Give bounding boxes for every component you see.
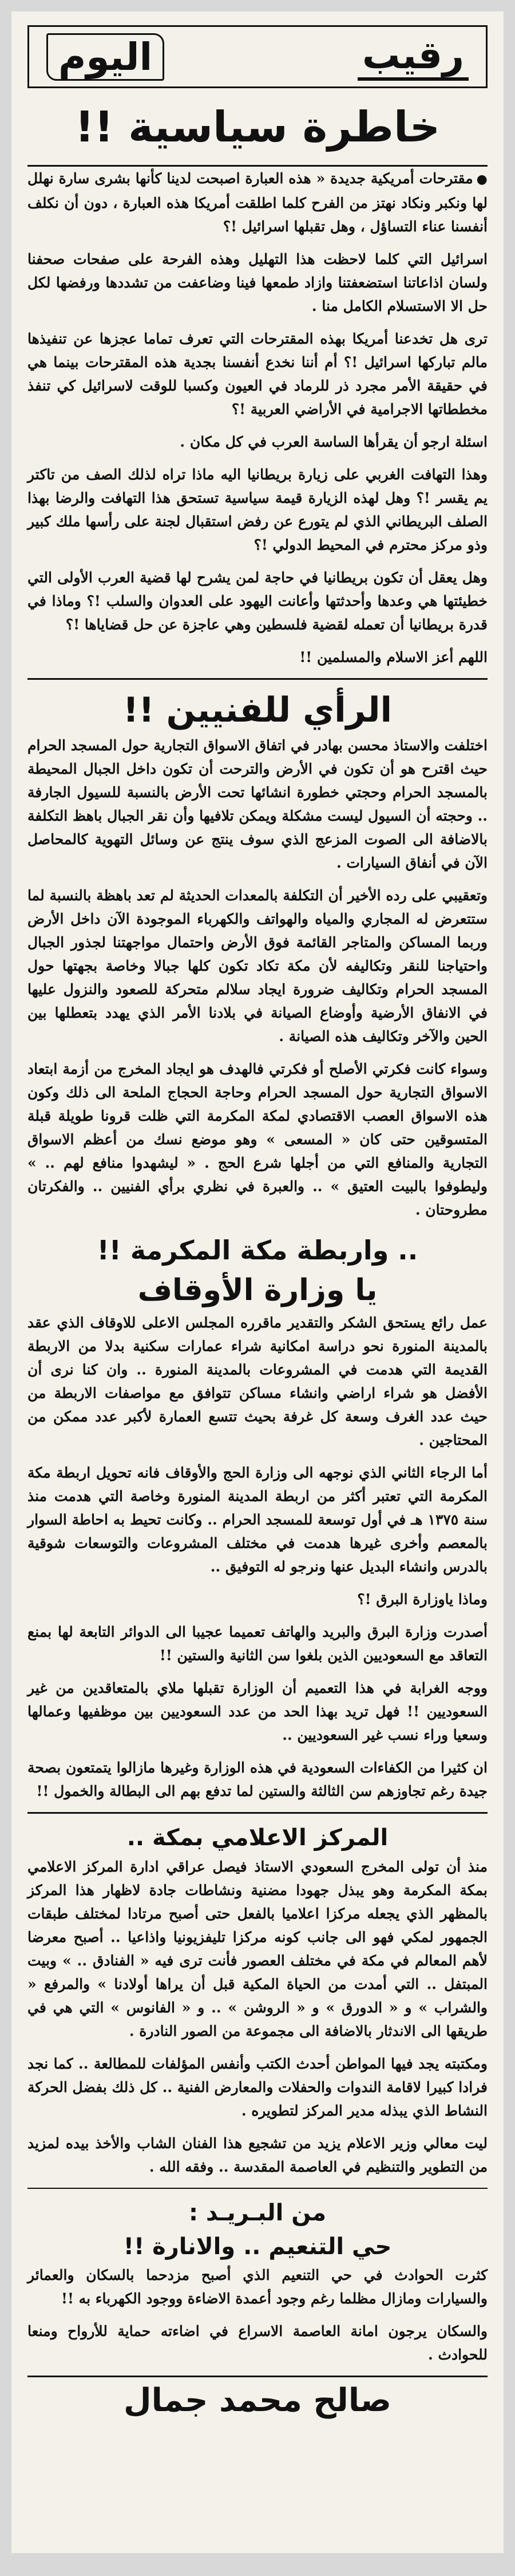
article4-paragraph: منذ أن تولى المخرج السعودي الاستاذ فيصل عراقي ادارة المركز الاعلامي بمكة المكرمة وهو يبذل جهودا مضنية ونشاطات جادة لاظهار هذا المركز بالمظهر الذي يجعله مركزا اعلاميا بالفعل حتى أصبح مرتادا لمختلف طبقات الجمهور لمكي فهو الى جانب كونه مركزا تليفزيونيا واذاعيا .. أصبح معرضا لأهم المعالم في مكة في مختلف العصور فأنت ترى فيه « الفنادق .. » وبيت المبتفل .. التي أمدت من الحياة المكية قبل أن يراها أولادنا » والمرفع « والشراب » و « الدورق » و « الروشن » .. و « الفانوس » التي هي في طريقها الى الاندثار بالاضافة الى مجموعة من الصور النادرة . — [27, 1858, 488, 2039]
article2-headline: الرأي للفنيين !! — [122, 690, 393, 730]
article1-paragraph: وهذا التهافت الغربي على زيارة بريطانيا اليه ماذا تراه لذلك الصف من تاكتر يم يقسر !؟ وهل لهذه الزيارة قيمة سياسية تستحق هذا التهافت والرضا بهذا الصلف البريطاني الذي لم يتورع عن رفض استقبال لجنة على رأسها ملك كبير وذو مركز محترم في المحيط الدولي !؟ — [27, 466, 488, 553]
article3-paragraph: عمل رائع يستحق الشكر والتقدير ماقرره المجلس الاعلى للاوقاف الذي عقد بالمدينة المنورة نحو دراسة امكانية شراء عمارات سكنية بدلا من الاربطة القديمة التي هدمت في المشروعات بالمدينة المنورة .. وان كنا نرى أن الأفضل هو شراء اراضي وانشاء مساكن تتوافق مع مواصفات الاربطة من حيث عدد الغرف وسعة كل غرفة بحيث تتسع العمارة لأكبر عدد ممكن من المحتاجين . — [27, 1314, 488, 1448]
divider — [27, 1812, 488, 1814]
article1-body — [27, 167, 488, 669]
article3-headline-b: يا وزارة الأوقاف — [137, 1273, 378, 1307]
article1-paragraph: اسئلة ارجو أن يقرأها الساسة العرب في كل مكان . — [180, 434, 488, 450]
article5-body — [27, 2263, 488, 2366]
article1-paragraph: ترى هل تخدعنا أمريكا بهذه المقترحات التي تعرف تماما عجزها عن تنفيذها مالم تباركها اسرائيل !؟ أم أننا نخدع أنفسنا بجدية هذه المقترحات بينما هي في حقيقة الأمر مجرد ذر للرماد في العيون وكسبا للوقت لاسرائيل كي تنفذ مخططاتها الاجرامية في الأراضي العربية !؟ — [27, 330, 488, 417]
article1-paragraph: اللهم أعز الاسلام والمسلمين !! — [299, 649, 488, 665]
article4-paragraph: ليت معالي وزير الاعلام يزيد من تشجيع هذا الفنان الشاب والأخذ بيده لمزيد من التطوير والتنظيم في العاصمة المقدسة .. وفقه الله . — [27, 2135, 488, 2175]
divider — [27, 678, 488, 680]
article2-paragraph: وتعقيبي على رده الأخير أن التكلفة بالمعدات الحديثة لم تعد باهظة بالنسبة لما ستتعرض له المجاري والمياه والهواتف والكهرباء الموجودة الآن داخل الأرض وربما المساكن والمتاجر القائمة فوق الأرض واحتمال مواجهتنا لجذور الجبال واحتياجنا للنقر وتكاليفه لأن مكة تكاد تكون كلها جبالا وخاصة بجهتها حول المسجد الحرام وتكاليف ضرورة ايجاد سلالم متحركة للصعود والنزول عليها في الانفاق الأرضية وأوضاع الصيانة في بلادنا الأمر الذي يهدد بتعطلها بين الحين والآخر وتكاليف هذه الصيانة . — [27, 887, 488, 1045]
article4-paragraph: ومكتبته يجد فيها المواطن أحدث الكتب وأنفس المؤلفات للمطالعة .. كما نجد فرادا كبيرا لاقامة الندوات والحفلات والمعارض الفنية .. كل ذلك بفضل الحركة النشاط الذي يبذله مدير المركز لتطويره . — [27, 2055, 488, 2119]
masthead — [27, 25, 488, 88]
bullet-icon: ● — [476, 172, 488, 187]
article2-paragraph: وسواء كانت فكرتي الأصلح أو فكرتي فالهدف هو ايجاد المخرج من أزمة ابتعاد الاسواق التجارية حول المسجد الحرام وحاجة الحجاج الملحة الى ذلك وكون هذه الاسواق العصب الاقتصادي لمكة المكرمة التي ظلت قرونا طويلة قبلة المتسوقين حتى كان « المسعى » وهو موضع نسك من أعظم الاسواق التجارية والمنافع التي من أجلها شرع الحج . « ليشهدوا منافع لهم .. » وليطوفوا بالبيت العتيق » .. والعبرة في نظري برأي الفنيين .. والفكرتان مطروحتان . — [27, 1061, 488, 1218]
article1-paragraph: وهل يعقل أن تكون بريطانيا في حاجة لمن يشرح لها قضية العرب الأولى التي خطيئتها هي وعدها وأحدثتها وأعانت اليهود على العدوان والسلب !؟ وماذا في قدرة بريطانيا أن تعمله لقضية فلسطين وهي عاجزة عن حل قضاياها !؟ — [27, 569, 488, 633]
article4-body — [27, 1855, 488, 2179]
divider — [27, 2188, 488, 2189]
author-signature: صالح محمد جمال — [27, 2376, 488, 2419]
article5-subhead: حي التنعيم .. والانارة !! — [123, 2234, 392, 2260]
masthead-word-left: اليوم — [46, 33, 164, 81]
article5-headline: من البـريـد : — [188, 2200, 327, 2226]
masthead-word-right: رقيب — [358, 33, 469, 81]
newspaper-page — [11, 11, 504, 2553]
article3-paragraph: ووجه الغرابة في هذا التعميم أن الوزارة تقبلها ملاي بالمتعاقدين من غير السعوديين !! فهل تريد بهذا الحد من عدد السعوديين بين موظفيها وعمالها وسعيا وراء نسب غير السعوديين .. — [27, 1680, 488, 1743]
article3-paragraph: وماذا ياوزارة البرق !؟ — [357, 1591, 488, 1608]
article1-headline: خاطرة سياسية !! — [27, 99, 488, 167]
article1-paragraph: اسرائيل التي كلما لاحظت هذا التهليل وهذه الفرحة على صفحات صحفنا ولسان اذاعاتنا استضعفتنا وازاد طمعها فينا وضاعفت من تشددها ورفضها لكل حل الا الاستسلام الكامل منا . — [27, 251, 488, 314]
article5-paragraph: والسكان يرجون امانة العاصمة الاسراع في اضاءته حماية للأرواح ومنعا للحوادث . — [27, 2323, 488, 2363]
article3-body — [27, 1311, 488, 1803]
article4-headline: المركز الاعلامي بمكة .. — [126, 1825, 389, 1851]
article3-paragraph: أما الرجاء الثاني الذي نوجهه الى وزارة الحج والأوقاف فانه تحويل اربطة مكة المكرمة التي تعتبر أكثر من اربطة المدينة المنورة وخاصة التي هدمت منذ سنة ١٣٧٥ هـ في أول توسعة للمسجد الحرام .. وكانت تحيط به احاطة السوار بالمعصم وأخرى غيرها هدمت في مختلف المشروعات والتوسعات شوقية بالدرس وانشاء البديل عنها ونرجو له التوفيق .. — [27, 1464, 488, 1575]
article3-paragraph: ان كثيرا من الكفاءات السعودية في هذه الوزارة وغيرها مازالوا يتمتعون بصحة جيدة رغم تجاوزهم سن الثالثة والستين لما تدفع بهم الى البطالة والخمول !! — [27, 1759, 488, 1799]
article3-headline-a: .. واربطة مكة المكرمة !! — [97, 1235, 418, 1266]
article2-body — [27, 734, 488, 1222]
article5-paragraph: كثرت الحوادث في حي التنعيم الذي أصبح مزدحما بالسكان والعمائر والسيارات ومازال مظلما رغم وجود أعمدة الاضاءة ووجود الكهرباء به !! — [27, 2267, 488, 2307]
article1-paragraph: ●مقترحات أمريكية جديدة « هذه العبارة اصبحت لدينا كأنها بشرى سارة نهلل لها ونكبر ونكاد نهتز من الفرح كلما اطلقت أمريكا هذه العبارة ، دون أن نكلف أنفسنا عناء التساؤل ، وهل تقبلها اسرائيل !؟ — [27, 170, 488, 235]
article2-paragraph: اختلفت والاستاذ محسن بهادر في اتفاق الاسواق التجارية حول المسجد الحرام حيث اقترح هو أن تكون في الأرض والترحت أن تكون داخل الجبال المحيطة بالمسجد الحرام وحجتي خطورة انشائها تحت الأرض بالنسبة للسيول الجارفة .. وحجته أن السيول ليست مشكلة ويمكن تلافيها وأن نقر الجبال باهظ التكلفة بالاضافة الى الصوت المزعج الذي سوف ينتج عن وسائل التهوية كالمحاصل الآن في أنفاق السيارات . — [27, 737, 488, 871]
article3-paragraph: أصدرت وزارة البرق والبريد والهاتف تعميما عجيبا الى الدوائر التابعة لها بمنع التعاقد مع السعوديين الذين بلغوا سن الثانية والستين !! — [27, 1624, 488, 1664]
